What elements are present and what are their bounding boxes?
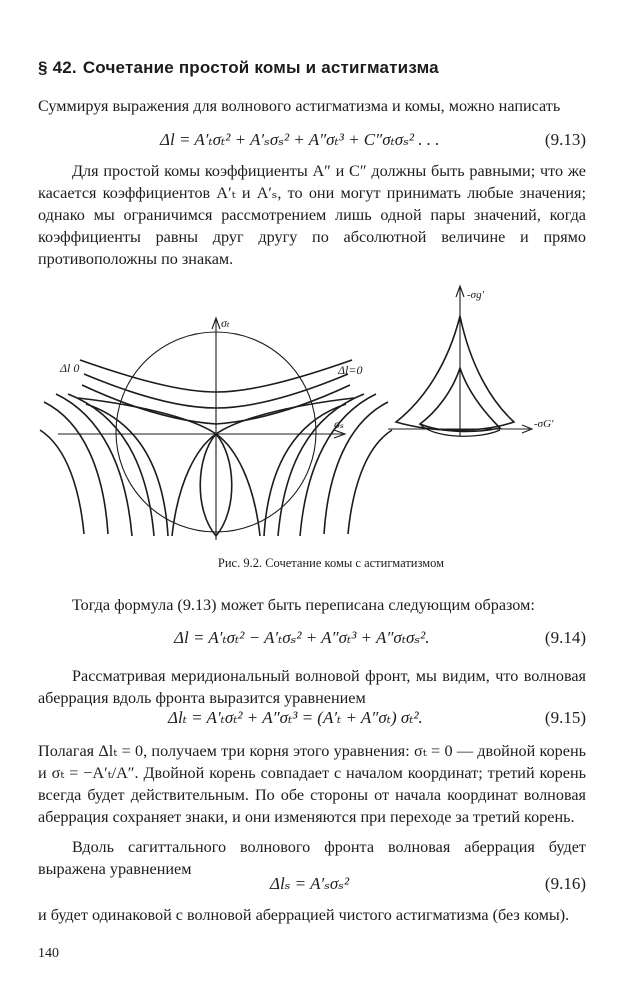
level-curve-left	[40, 430, 84, 534]
equation-number: (9.13)	[544, 130, 586, 149]
equation-formula: Δlₛ = A′ₛσₛ²	[270, 874, 350, 893]
paragraph-sagittal: Вдоль сагиттального волнового фронта волновая аберрация будет выражена уравнением	[38, 838, 586, 878]
equation-formula: Δl = A′ₜσₜ² + A′ₛσₛ² + A″σₜ³ + C″σₜσₛ² . . .	[160, 130, 440, 149]
level-curve-right	[348, 430, 392, 534]
equation-9-13	[38, 127, 586, 153]
equation-9-15	[38, 705, 586, 731]
paragraph-meridional: Рассматривая меридиональный волновой фронт, мы видим, что волновая аберрация вдоль фронта выразится уравнением	[38, 667, 586, 707]
label-sigma-s: σₛ	[334, 417, 344, 431]
section-number: § 42.	[38, 58, 77, 77]
outer-cusp-curve	[396, 316, 514, 430]
paragraph-intro: Суммируя выражения для волнового астигматизма и комы, можно написать	[38, 97, 561, 115]
equation-9-14	[38, 625, 586, 651]
equation-number: (9.15)	[544, 708, 586, 727]
level-curve-left	[86, 404, 168, 536]
level-curve-left	[44, 402, 108, 534]
book-page	[38, 0, 586, 1000]
label-sigma-t: σₜ	[221, 316, 230, 330]
label-right-horizontal: -σG′	[534, 418, 554, 430]
equation-number: (9.14)	[544, 628, 586, 647]
paragraph-conclusion: и будет одинаковой с волновой аберрацией чистого астигматизма (без комы).	[38, 906, 570, 924]
paragraph-roots: Полагая Δlₜ = 0, получаем три корня этого уравнения: σₜ = 0 — двойной корень и σₜ = −A′ₜ/A″. Двойной корень совпадает с началом координат; третий корень всегда будет действительным. По обе стороны от начала координат волновая аберрация сохраняет знаки, и они изменяются при переходе за третий корень.	[38, 742, 586, 826]
paragraph-coefficients: Для простой комы коэффициенты A″ и C″ должны быть равными; что же касается коэффициентов A′ₜ и A′ₛ, то они могут принимать любые значения; однако мы ограничимся рассмотрением лишь одной пары значений, когда коэффициенты равны друг другу по абсолютной величине и прямо противоположны по знакам.	[38, 162, 586, 268]
paragraph-rewrite: Тогда формула (9.13) может быть переписана следующим образом:	[72, 596, 535, 614]
section-title: Сочетание простой комы и астигматизма	[82, 58, 439, 77]
level-curve-cross	[78, 398, 260, 536]
equation-formula: Δl = A′ₜσₜ² − A′ₜσₛ² + A″σₜ³ + A″σₜσₛ².	[174, 628, 430, 647]
page-number: 140	[38, 946, 59, 961]
equation-formula: Δlₜ = A′ₜσₜ² + A″σₜ³ = (A′ₜ + A″σₜ) σₜ².	[168, 708, 423, 727]
level-curve-cross	[172, 398, 354, 536]
section-heading	[38, 58, 586, 78]
wavefront-shape	[388, 286, 532, 436]
label-dl-right: Δl=0	[338, 363, 363, 377]
equation-9-16	[38, 871, 586, 897]
figure-caption: Рис. 9.2. Сочетание комы с астигматизмом	[217, 556, 445, 570]
label-dl-left: Δl 0	[60, 361, 80, 375]
figure-9-2	[38, 282, 586, 554]
label-right-vertical: -σg′	[467, 289, 484, 301]
equation-number: (9.16)	[544, 874, 586, 893]
